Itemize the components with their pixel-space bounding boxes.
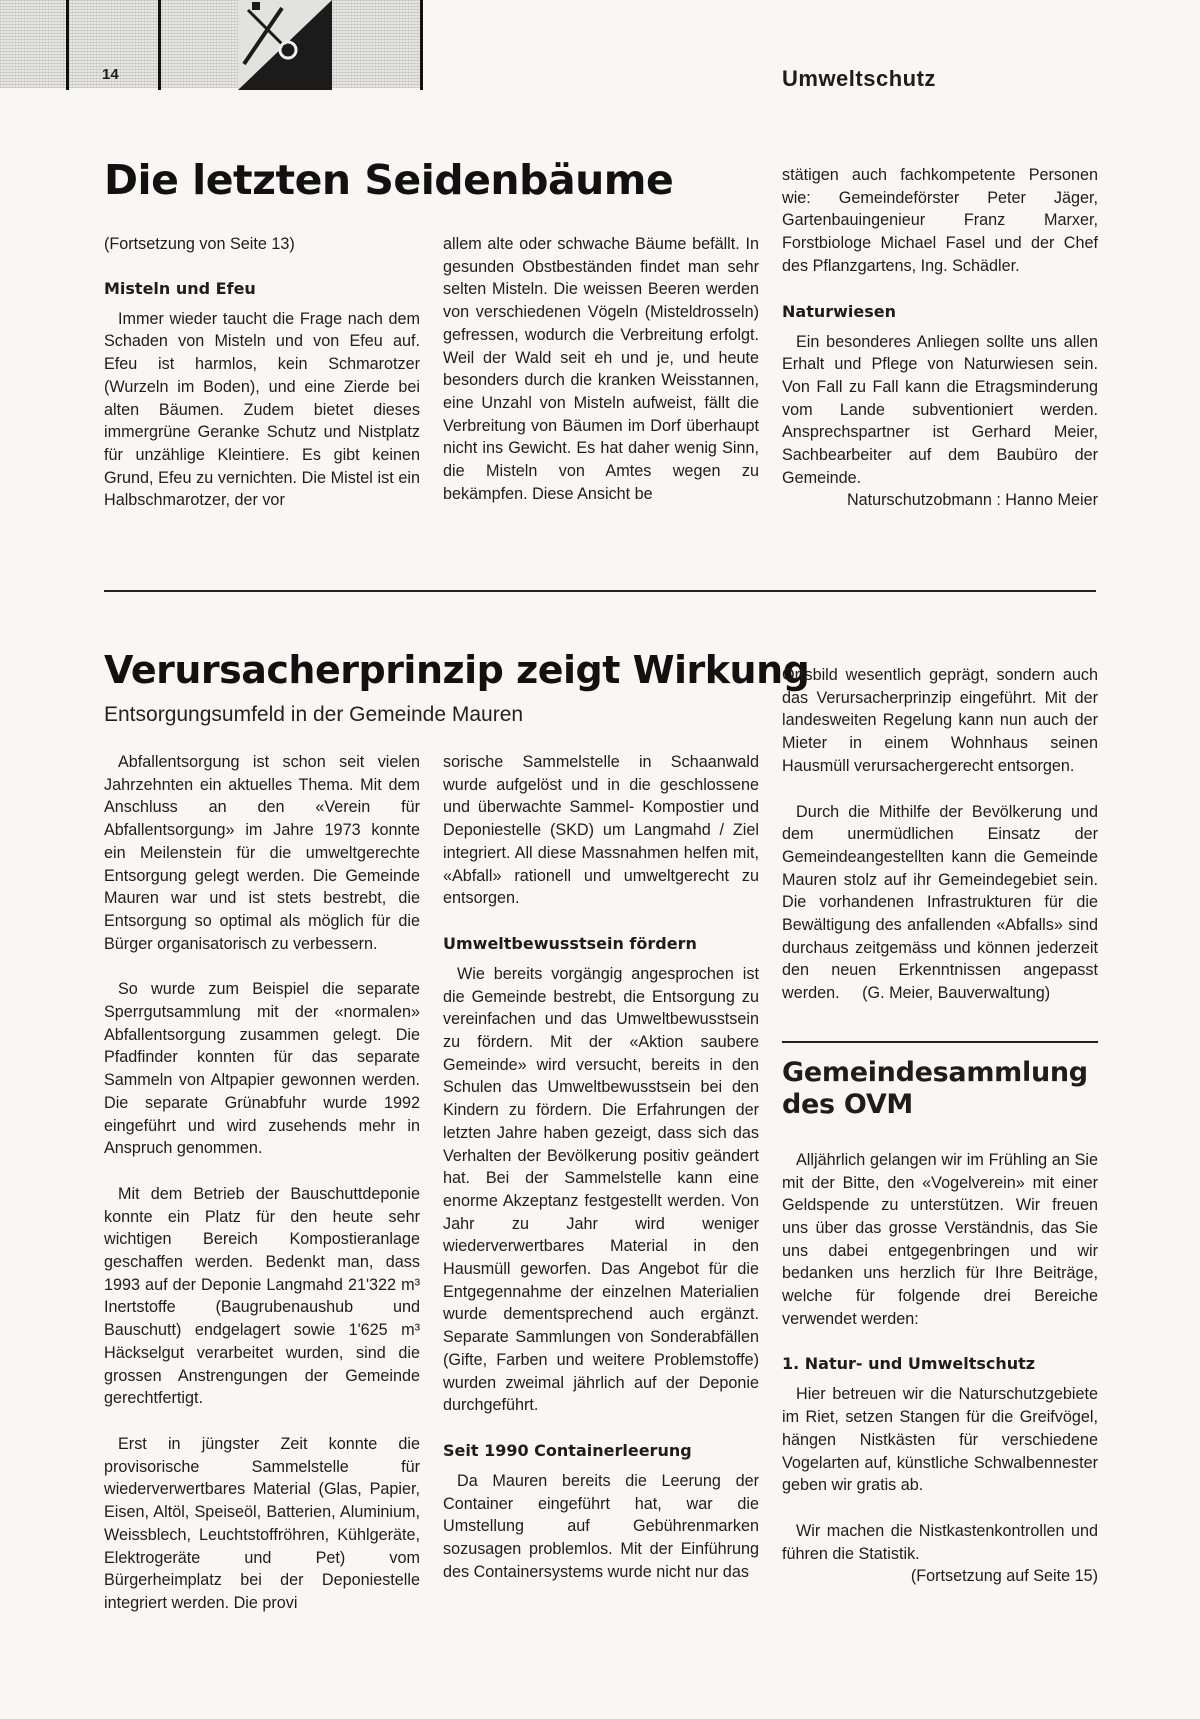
paragraph-mithilfe: Durch die Mithilfe der Bevölkerung und dem unermüdlichen Einsatz der Gemeindeangestellten kann die Gemeinde Mauren stolz auf ihr Gemeindegebiet sein. Die vorhandenen Infrastrukturen für die Bewältigung des anfallenden «Abfalls» sind durchaus zeitgemäss und können jederzeit den neuen Erkenntnissen angepasst werden. (G. Meier, Bauverwaltung) — [782, 802, 1098, 1003]
paragraph-bauschutt: Mit dem Betrieb der Bauschuttdeponie konnte ein Platz für den heute sehr wichtigen Bereich Kompostieranlage geschaffen werden. Bedenkt man, dass 1993 auf der Deponie Langmahd 21'322 m³ Inertstoffe (Baugrubenaushub und Bauschutt) endgelagert sowie 1'625 m³ Häckselgut verarbeitet wurden, sind die grossen Anstrengungen der Gemeinde gerechtfertigt. — [104, 1184, 420, 1408]
header-band — [0, 0, 420, 88]
paragraph-ovm-intro: Alljährlich gelangen wir im Frühling an Sie mit der Bitte, den «Vogelverein» mit einer Geldspende zu unterstützen. Wir freuen uns über das grosse Verständnis, das Sie uns dabei entgegenbringen und wir bedanken uns herzlich für Ihre Beiträge, welche für folgende drei Bereiche verwendet werden: — [782, 1150, 1098, 1328]
header-rule — [158, 0, 161, 90]
section-heading-naturwiesen: Naturwiesen — [782, 301, 896, 321]
page-number: 14 — [102, 66, 119, 83]
article2-col3 — [782, 664, 1098, 1588]
crossed-tools-emblem-icon — [238, 0, 332, 90]
continued-on-note: (Fortsetzung auf Seite 15) — [910, 1567, 1098, 1586]
article2-col1 — [104, 751, 420, 1615]
paragraph-containerleerung-end: Ortsbild wesentlich geprägt, sondern auch das Verursacherprinzip eingeführt. Mit der landesweiten Regelung kann nun auch der Mieter in einem Wohnhaus seinen Hausmüll verursachergerecht entsorgen. — [782, 666, 1098, 775]
a1-clip-col1 — [104, 300, 420, 533]
signature-bauverwaltung: (G. Meier, Bauverwaltung) — [862, 984, 1051, 1003]
header-rule — [66, 0, 69, 90]
article3-title: Gemeindesammlung des OVM — [782, 1056, 1088, 1120]
paragraph-sammelstelle: Erst in jüngster Zeit konnte die provisorische Sammelstelle für wiederverwertbares Material (Glas, Papier, Eisen, Altöl, Speiseöl, Batterien, Aluminium, Weissblech, Leuchtstoffröhren, Kühlgeräte, Elektrogeräte und Pet) vom Bürgerheimplatz bei der Deponiestelle integriert werden. Die provi — [104, 1434, 420, 1612]
section-heading-misteln: Misteln und Efeu — [104, 278, 256, 298]
article1-col2 — [443, 233, 759, 505]
header-rule — [420, 0, 423, 90]
section-heading-natur: 1. Natur- und Umweltschutz — [782, 1354, 1036, 1374]
paragraph-naturwiesen: Ein besonderes Anliegen sollte uns allen Erhalt und Pflege von Naturwiesen sein. Von Fall zu Fall kann die Etragsminderung vom Lande subventioniert werden. Ansprechspartner ist Gerhard Meier, Sachbearbeiter auf dem Baubüro der Gemeinde. — [782, 332, 1098, 487]
article2-col2 — [443, 751, 759, 1584]
article2-title: Verursacherprinzip zeigt Wirkung — [104, 648, 810, 692]
article1-col3-text — [782, 164, 1098, 512]
paragraph-misteln-end: stätigen auch fachkompetente Personen wie: Gemeindeförster Peter Jäger, Gartenbauingenieur Franz Marxer, Forstbiologe Michael Fasel und der Chef des Pflanzgartens, Ing. Schädler. — [782, 166, 1098, 275]
signature-naturschutz: Naturschutzobmann : Hanno Meier — [846, 491, 1098, 510]
article1-title: Die letzten Seidenbäume — [104, 156, 674, 204]
paragraph-misteln: Immer wieder taucht die Frage nach dem Schaden von Misteln und von Efeu auf. Efeu ist harmlos, kein Schmarotzer (Wurzeln im Boden), und eine Zierde bei alten Bäumen. Zudem bietet dieses immergrüne Geranke Schutz und Nistplatz für unzählige Kleintiere. Es gibt keinen Grund, Efeu zu vernichten. Die Mistel ist ein Halbschmarotzer, der vor — [104, 309, 420, 510]
continued-from-note: (Fortsetzung von Seite 13) — [104, 235, 295, 253]
paragraph-natur: Hier betreuen wir die Naturschutzgebiete im Riet, setzen Stangen für die Greifvögel, hängen Nistkästen für verschiedene Vogelarten auf, künstliche Schwalbennester geben wir gratis ab. — [782, 1385, 1098, 1495]
paragraph-sammelstelle-cont: sorische Sammelstelle in Schaanwald wurde aufgelöst und in die geschlossene und überwachte Sammel- Kompostier und Deponiestelle (SKD) um Langmahd / Ziel integriert. All diese Massnahmen helfen mit, «Abfall» rationell und umweltgerecht zu entsorgen. — [443, 753, 759, 908]
section-heading-containerleerung: Seit 1990 Containerleerung — [443, 1440, 692, 1460]
article-divider — [104, 590, 1096, 592]
paragraph-intro: Abfallentsorgung ist schon seit vielen Jahrzehnten ein aktuelles Thema. Mit dem Anschluss an den «Verein für Abfallentsorgung» im Jahre 1973 konnte ein Meilenstein für die umweltgerechte Entsorgung gelegt werden. Die Gemeinde Mauren war und ist stets bestrebt, die Entsorgung so optimal als möglich für die Bürger organisatorisch zu verbessern. — [104, 753, 420, 953]
paragraph-containerleerung: Da Mauren bereits die Leerung der Container eingeführt hat, war die Umstellung auf Gebührenmarken sozusagen problemlos. Mit der Einführung des Containersystems wurde nicht nur das — [443, 1471, 759, 1581]
paragraph-misteln-cont: allem alte oder schwache Bäume befällt. In gesunden Obstbeständen findet man sehr selten Misteln. Die weissen Beeren werden von verschiedenen Vögeln (Misteldrosseln) gefressen, wodurch die Verbreitung erfolgt. Weil der Wald seit eh und je, und heute besonders durch die kranken Weisstannen, eine Unzahl von Misteln aufweist, fällt die Verbreitung von Bäumen im Dorf überhaupt nicht ins Gewicht. Es hat daher wenig Sinn, die Misteln von Amtes wegen zu bekämpfen. Diese Ansicht be — [443, 235, 759, 503]
paragraph-nistkasten: Wir machen die Nistkastenkontrollen und führen die Statistik. — [782, 1521, 1098, 1563]
paragraph-sperrgut: So wurde zum Beispiel die separate Sperrgutsammlung mit der «normalen» Abfallentsorgung zusammen gelegt. Die Pfadfinder konnten für das separate Sammeln von Altpapier gewonnen werden. Die separate Grünabfuhr wurde 1992 eingeführt und wird zusehends mehr in Anspruch genommen. — [104, 980, 420, 1158]
section-heading-umweltbewusstsein: Umweltbewusstsein fördern — [443, 933, 697, 953]
paragraph-umweltbewusstsein: Wie bereits vorgängig angesprochen ist die Gemeinde bestrebt, die Entsorgung zu vereinfachen und das Umweltbewusstsein zu fördern. Mit der «Aktion saubere Gemeinde» wird versucht, bereits in den Schulen das Umweltbewusstsein bei den Kindern zu fördern. Die Erfahrungen der letzten Jahre haben gezeigt, dass sich das Verhalten der Bevölkerung positiv geändert hat. Bei der Sammelstelle kann eine enorme Akzeptanz festgestellt werden. Von Jahr zu Jahr wird weniger wiederverwertbares Material in den Hausmüll geworfen. Das Angebot für die Entgegennahme der einzelnen Materialien wurde dementsprechend auch ergänzt. Separate Sammlungen von Sonderabfällen (Gifte, Farben und weitere Problemstoffe) wurden zweimal jährlich auf der Deponie durchgeführt. — [443, 964, 759, 1415]
section-title: Umweltschutz — [782, 66, 936, 91]
article2-subtitle: Entsorgungsumfeld in der Gemeinde Mauren — [104, 703, 524, 726]
article-divider-ovm — [782, 1041, 1098, 1043]
